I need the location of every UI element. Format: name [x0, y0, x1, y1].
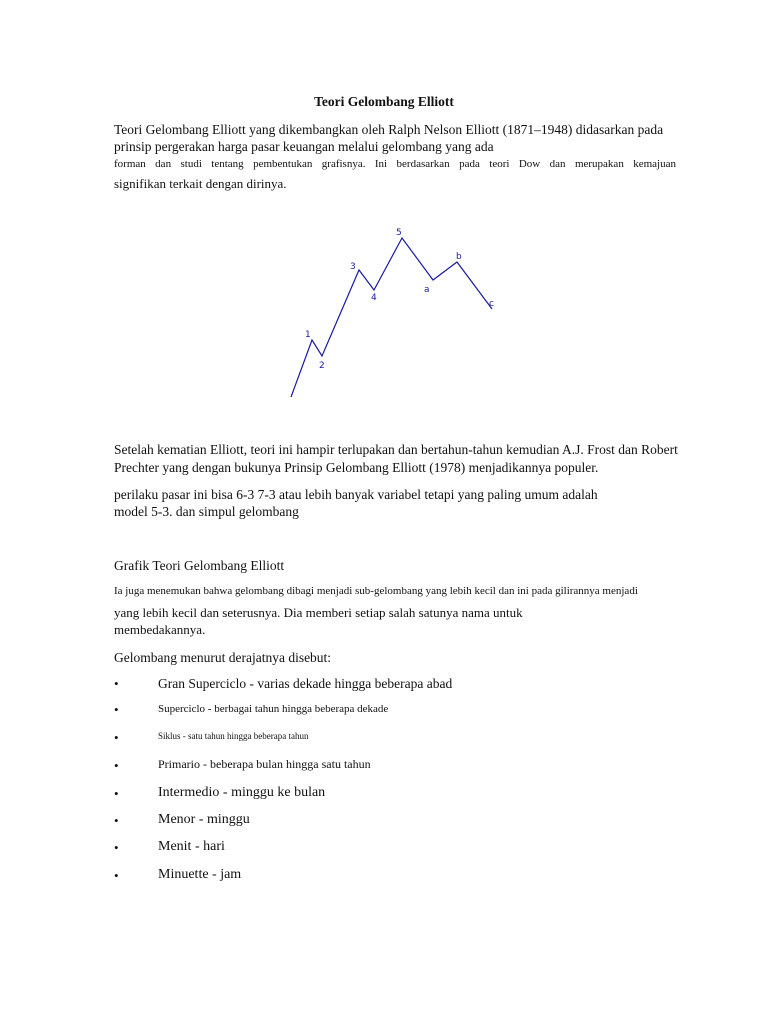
- wave-label-b: b: [456, 252, 462, 262]
- wave-label-a: a: [424, 285, 430, 295]
- wave-label-c: c: [489, 299, 494, 309]
- list-item: Menor - minggu: [158, 812, 250, 827]
- elliott-wave-diagram: [286, 220, 500, 402]
- section-heading: Grafik Teori Gelombang Elliott: [114, 558, 285, 573]
- list-item: Superciclo - berbagai tahun hingga beberapa dekade: [158, 703, 389, 715]
- wave-label-1: 1: [305, 330, 311, 340]
- list-bullet: •: [114, 730, 119, 745]
- document-title: Teori Gelombang Elliott: [314, 94, 454, 109]
- paragraph-subwaves-line1: Ia juga menemukan bahwa gelombang dibagi menjadi sub-gelombang yang lebih kecil dan ini pada gilirannya menjadi: [114, 585, 638, 597]
- paragraph-subwaves-line2: yang lebih kecil dan seterusnya. Dia memberi setiap salah satunya nama untuk membedakannya.: [114, 605, 523, 637]
- wave-label-2: 2: [319, 361, 325, 371]
- paragraph-intro-line2: forman dan studi tentang pembentukan grafisnya. Ini berdasarkan pada teori Dow dan merupakan kemajuan: [114, 158, 676, 170]
- paragraph-intro-line3: signifikan terkait dengan dirinya.: [114, 176, 287, 191]
- paragraph-intro-line1: Teori Gelombang Elliott yang dikembangkan oleh Ralph Nelson Elliott (1871–1948) didasarkan pada prinsip pergerakan harga pasar keuangan melalui gelombang yang ada: [114, 122, 664, 154]
- list-bullet: •: [114, 676, 119, 691]
- list-bullet: •: [114, 758, 119, 773]
- list-item: Intermedio - minggu ke bulan: [158, 785, 326, 800]
- wave-label-4: 4: [371, 293, 377, 303]
- wave-label-5: 5: [396, 228, 402, 238]
- list-bullet: •: [114, 702, 119, 717]
- list-item: Gran Superciclo - varias dekade hingga beberapa abad: [158, 676, 453, 691]
- list-intro: Gelombang menurut derajatnya disebut:: [114, 650, 332, 665]
- wave-line: [291, 238, 492, 397]
- list-bullet: •: [114, 868, 119, 883]
- paragraph-models: perilaku pasar ini bisa 6-3 7-3 atau lebih banyak variabel tetapi yang paling umum adalah model 5-3. dan simpul gelombang: [114, 487, 598, 519]
- list-bullet: •: [114, 840, 119, 855]
- list-item: Menit - hari: [158, 839, 225, 854]
- list-item: Siklus - satu tahun hingga beberapa tahun: [158, 731, 309, 741]
- paragraph-history: Setelah kematian Elliott, teori ini hampir terlupakan dan bertahun-tahun kemudian A.J. Frost dan Robert Prechter yang dengan bukunya Prinsip Gelombang Elliott (1978) menjadikannya populer.: [114, 442, 678, 475]
- list-bullet: •: [114, 786, 119, 801]
- list-item: Minuette - jam: [158, 867, 242, 882]
- list-bullet: •: [114, 813, 119, 828]
- list-item: Primario - beberapa bulan hingga satu tahun: [158, 757, 371, 771]
- wave-label-3: 3: [350, 262, 356, 272]
